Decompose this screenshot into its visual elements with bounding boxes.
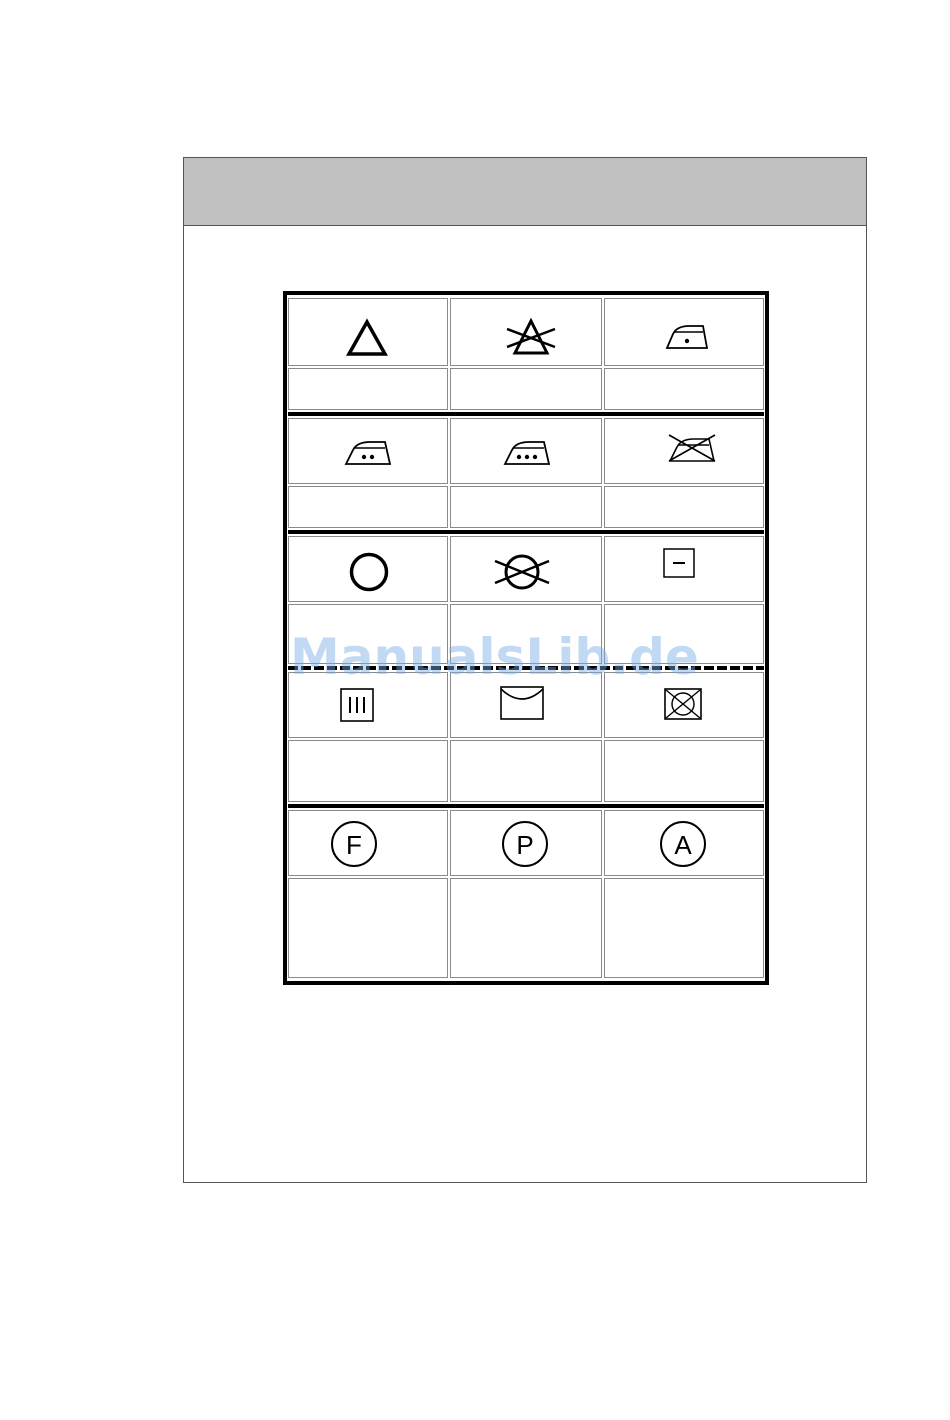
table-cell: [288, 486, 448, 528]
letter-f: F: [346, 830, 362, 860]
table-cell: [604, 878, 764, 978]
table-cell: [604, 810, 764, 876]
table-cell: [604, 536, 764, 602]
label-row-5: [288, 878, 764, 978]
iron-low-heat-icon: [663, 321, 711, 351]
group-divider: [288, 412, 764, 416]
table-cell: [450, 368, 602, 410]
label-row-1: [288, 368, 764, 410]
table-cell: [288, 368, 448, 410]
do-not-bleach-icon: [503, 317, 559, 357]
group-divider: [288, 804, 764, 808]
drip-dry-icon: [339, 687, 375, 723]
bleach-allowed-icon: [346, 319, 388, 357]
group-divider: [288, 530, 764, 534]
iron-medium-heat-icon: [342, 437, 394, 467]
letter-p: P: [516, 830, 534, 860]
table-cell: [450, 418, 602, 484]
table-cell: [288, 418, 448, 484]
dry-clean-p-icon: [500, 819, 550, 869]
table-cell: [604, 298, 764, 366]
table-cell: [288, 878, 448, 978]
symbol-row-2: [288, 418, 764, 484]
do-not-iron-icon: [665, 431, 719, 465]
label-row-4: [288, 740, 764, 802]
table-cell: [604, 418, 764, 484]
watermark: ManualsLib.de: [290, 628, 699, 686]
dry-flat-icon: [662, 547, 696, 579]
table-cell: [604, 740, 764, 802]
label-row-2: [288, 486, 764, 528]
table-cell: [288, 740, 448, 802]
table-cell: [450, 298, 602, 366]
table-cell: [450, 810, 602, 876]
iron-high-heat-icon: [501, 437, 553, 467]
line-dry-icon: [499, 685, 545, 721]
do-not-dry-clean-icon: [491, 551, 553, 593]
table-cell: [604, 486, 764, 528]
letter-a: A: [674, 830, 692, 860]
table-cell: [450, 878, 602, 978]
panel-header: [184, 158, 866, 226]
table-cell: [288, 298, 448, 366]
do-not-tumble-dry-icon: [663, 687, 703, 721]
table-cell: [450, 486, 602, 528]
dry-clean-f-icon: [329, 819, 379, 869]
table-cell: [450, 536, 602, 602]
symbol-row-1: [288, 298, 764, 366]
dry-clean-a-icon: [658, 819, 708, 869]
table-cell: [450, 740, 602, 802]
dry-clean-icon: [348, 551, 390, 593]
table-cell: [288, 810, 448, 876]
symbol-row-5: [288, 810, 764, 876]
symbol-row-3: [288, 536, 764, 602]
table-cell: [288, 536, 448, 602]
table-cell: [604, 368, 764, 410]
